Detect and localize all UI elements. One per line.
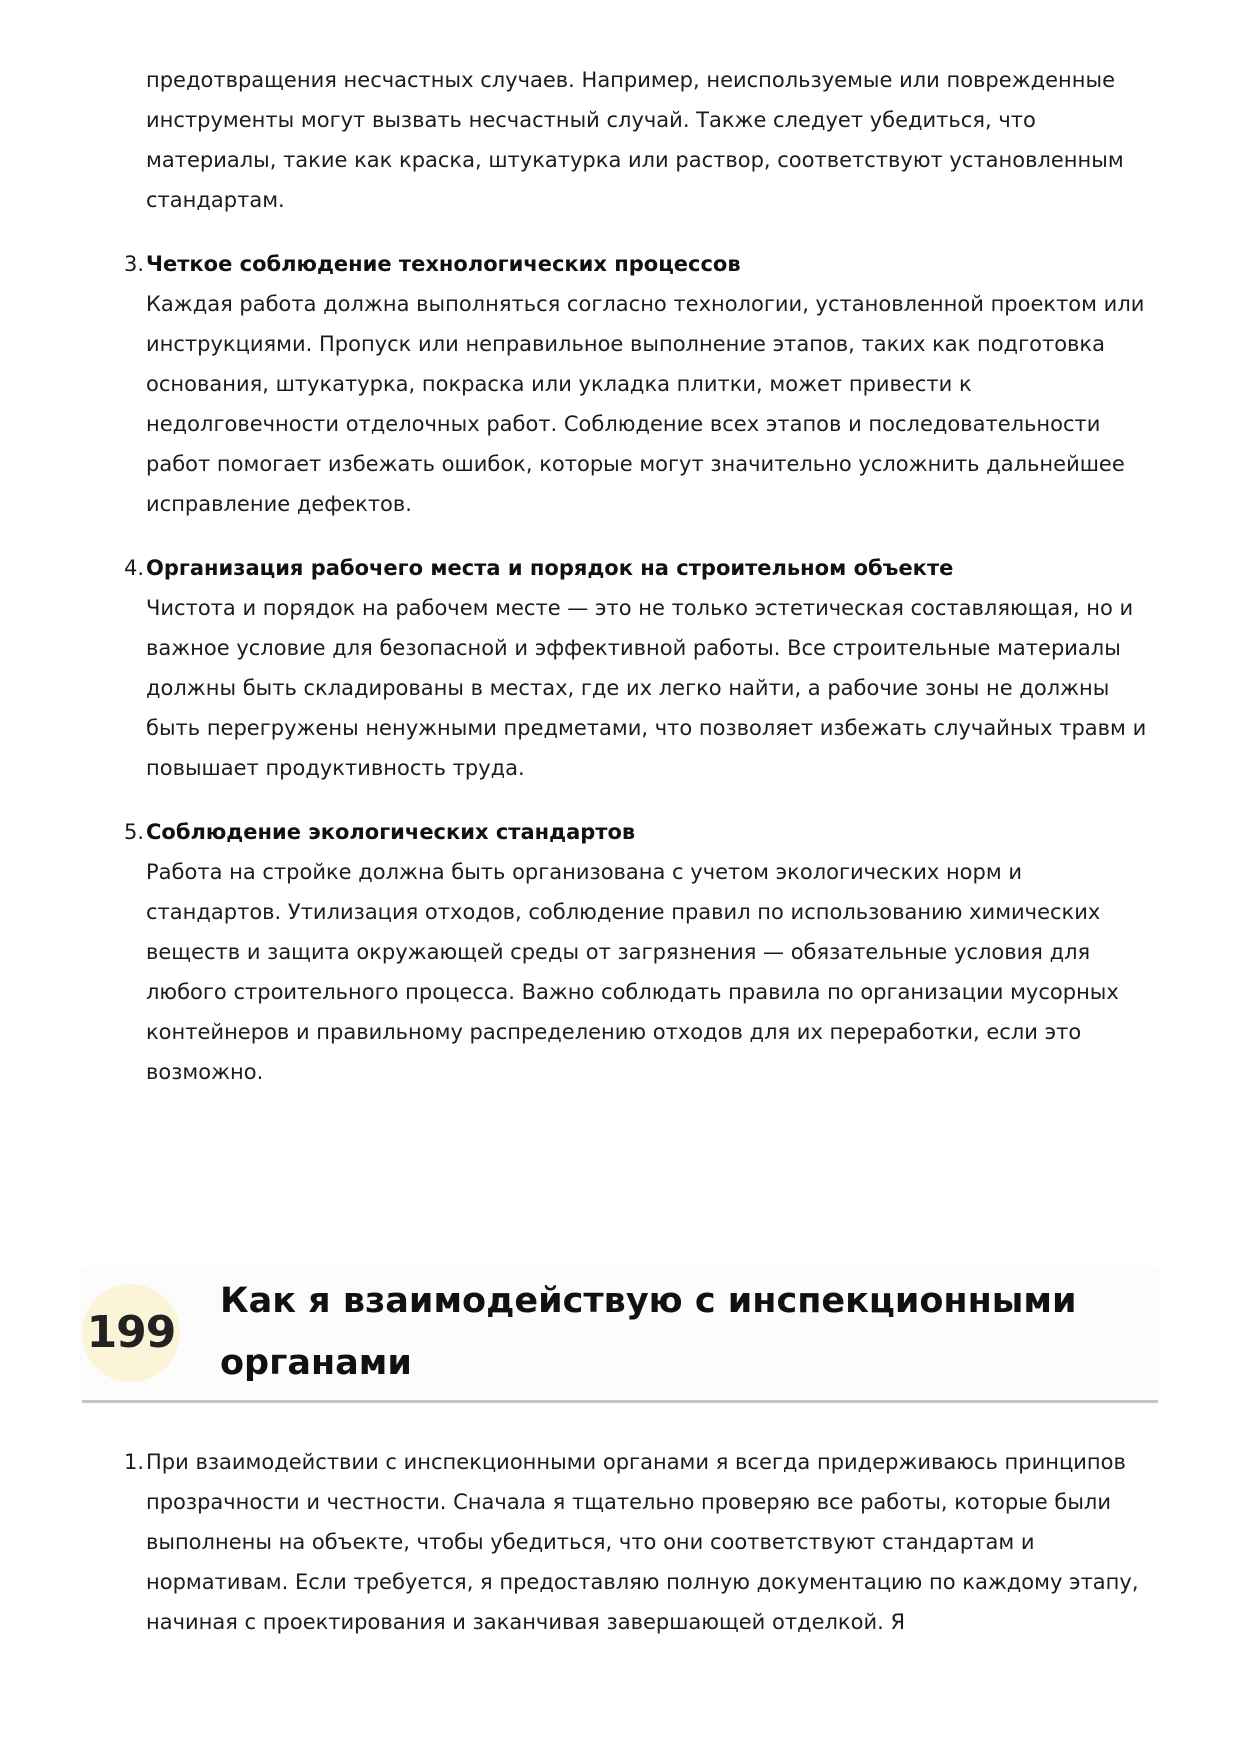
list-item-text: При взаимодействии с инспекционными органами я всегда придерживаюсь принципов прозрачности и честности. Сначала я тщательно проверяю все работы, которые были выполнены на объекте, чтобы убедиться, что они соответствуют стандартам и нормативам. Если требуется, я предоставляю полную документацию по каждому этапу, начиная с проектирования и заканчивая завершающей отделкой. Я <box>146 1450 1139 1634</box>
list-item-title: Соблюдение экологических стандартов <box>146 820 636 844</box>
section-answer-list <box>123 1442 1156 1666</box>
list-item-text: Чистота и порядок на рабочем месте — это не только эстетическая составляющая, но и важное условие для безопасной и эффективной работы. Все строительные материалы должны быть складированы в местах, где их легко найти, а рабочие зоны не должны быть перегружены ненужными предметами, что позволяет избежать случайных травм и повышает продуктивность труда. <box>146 596 1147 780</box>
list-item <box>123 1442 1156 1642</box>
list-item <box>123 244 1156 524</box>
continuation-paragraph: предотвращения несчастных случаев. Например, неиспользуемые или поврежденные инструменты могут вызвать несчастный случай. Также следует убедиться, что материалы, такие как краска, штукатурка или раствор, соответствуют установленным стандартам. <box>146 68 1124 212</box>
section-header <box>82 1268 1158 1403</box>
list-item <box>123 548 1156 788</box>
section-number-badge: 199 <box>82 1284 180 1382</box>
list-item-number: 5. <box>123 820 144 844</box>
list-item-number: 4. <box>123 556 144 580</box>
section-title: Как я взаимодействую с инспекционными органами <box>220 1281 1077 1383</box>
list-item-text: Работа на стройке должна быть организована с учетом экологических норм и стандартов. Утилизация отходов, соблюдение правил по использованию химических веществ и защита окружающей среды от загрязнения — обязательные условия для любого строительного процесса. Важно соблюдать правила по организации мусорных контейнеров и правильному распределению отходов для их переработки, если это возможно. <box>146 860 1119 1084</box>
list-item-title: Организация рабочего места и порядок на строительном объекте <box>146 556 954 580</box>
list-item-number: 1. <box>123 1450 144 1474</box>
list-item-title: Четкое соблюдение технологических процессов <box>146 252 741 276</box>
list-item-number: 3. <box>123 252 144 276</box>
list-item <box>123 812 1156 1092</box>
requirements-list <box>123 244 1156 1116</box>
list-item-text: Каждая работа должна выполняться согласно технологии, установленной проектом или инструкциями. Пропуск или неправильное выполнение этапов, таких как подготовка основания, штукатурка, покраска или укладка плитки, может привести к недолговечности отделочных работ. Соблюдение всех этапов и последовательности работ помогает избежать ошибок, которые могут значительно усложнить дальнейшее исправление дефектов. <box>146 292 1145 516</box>
